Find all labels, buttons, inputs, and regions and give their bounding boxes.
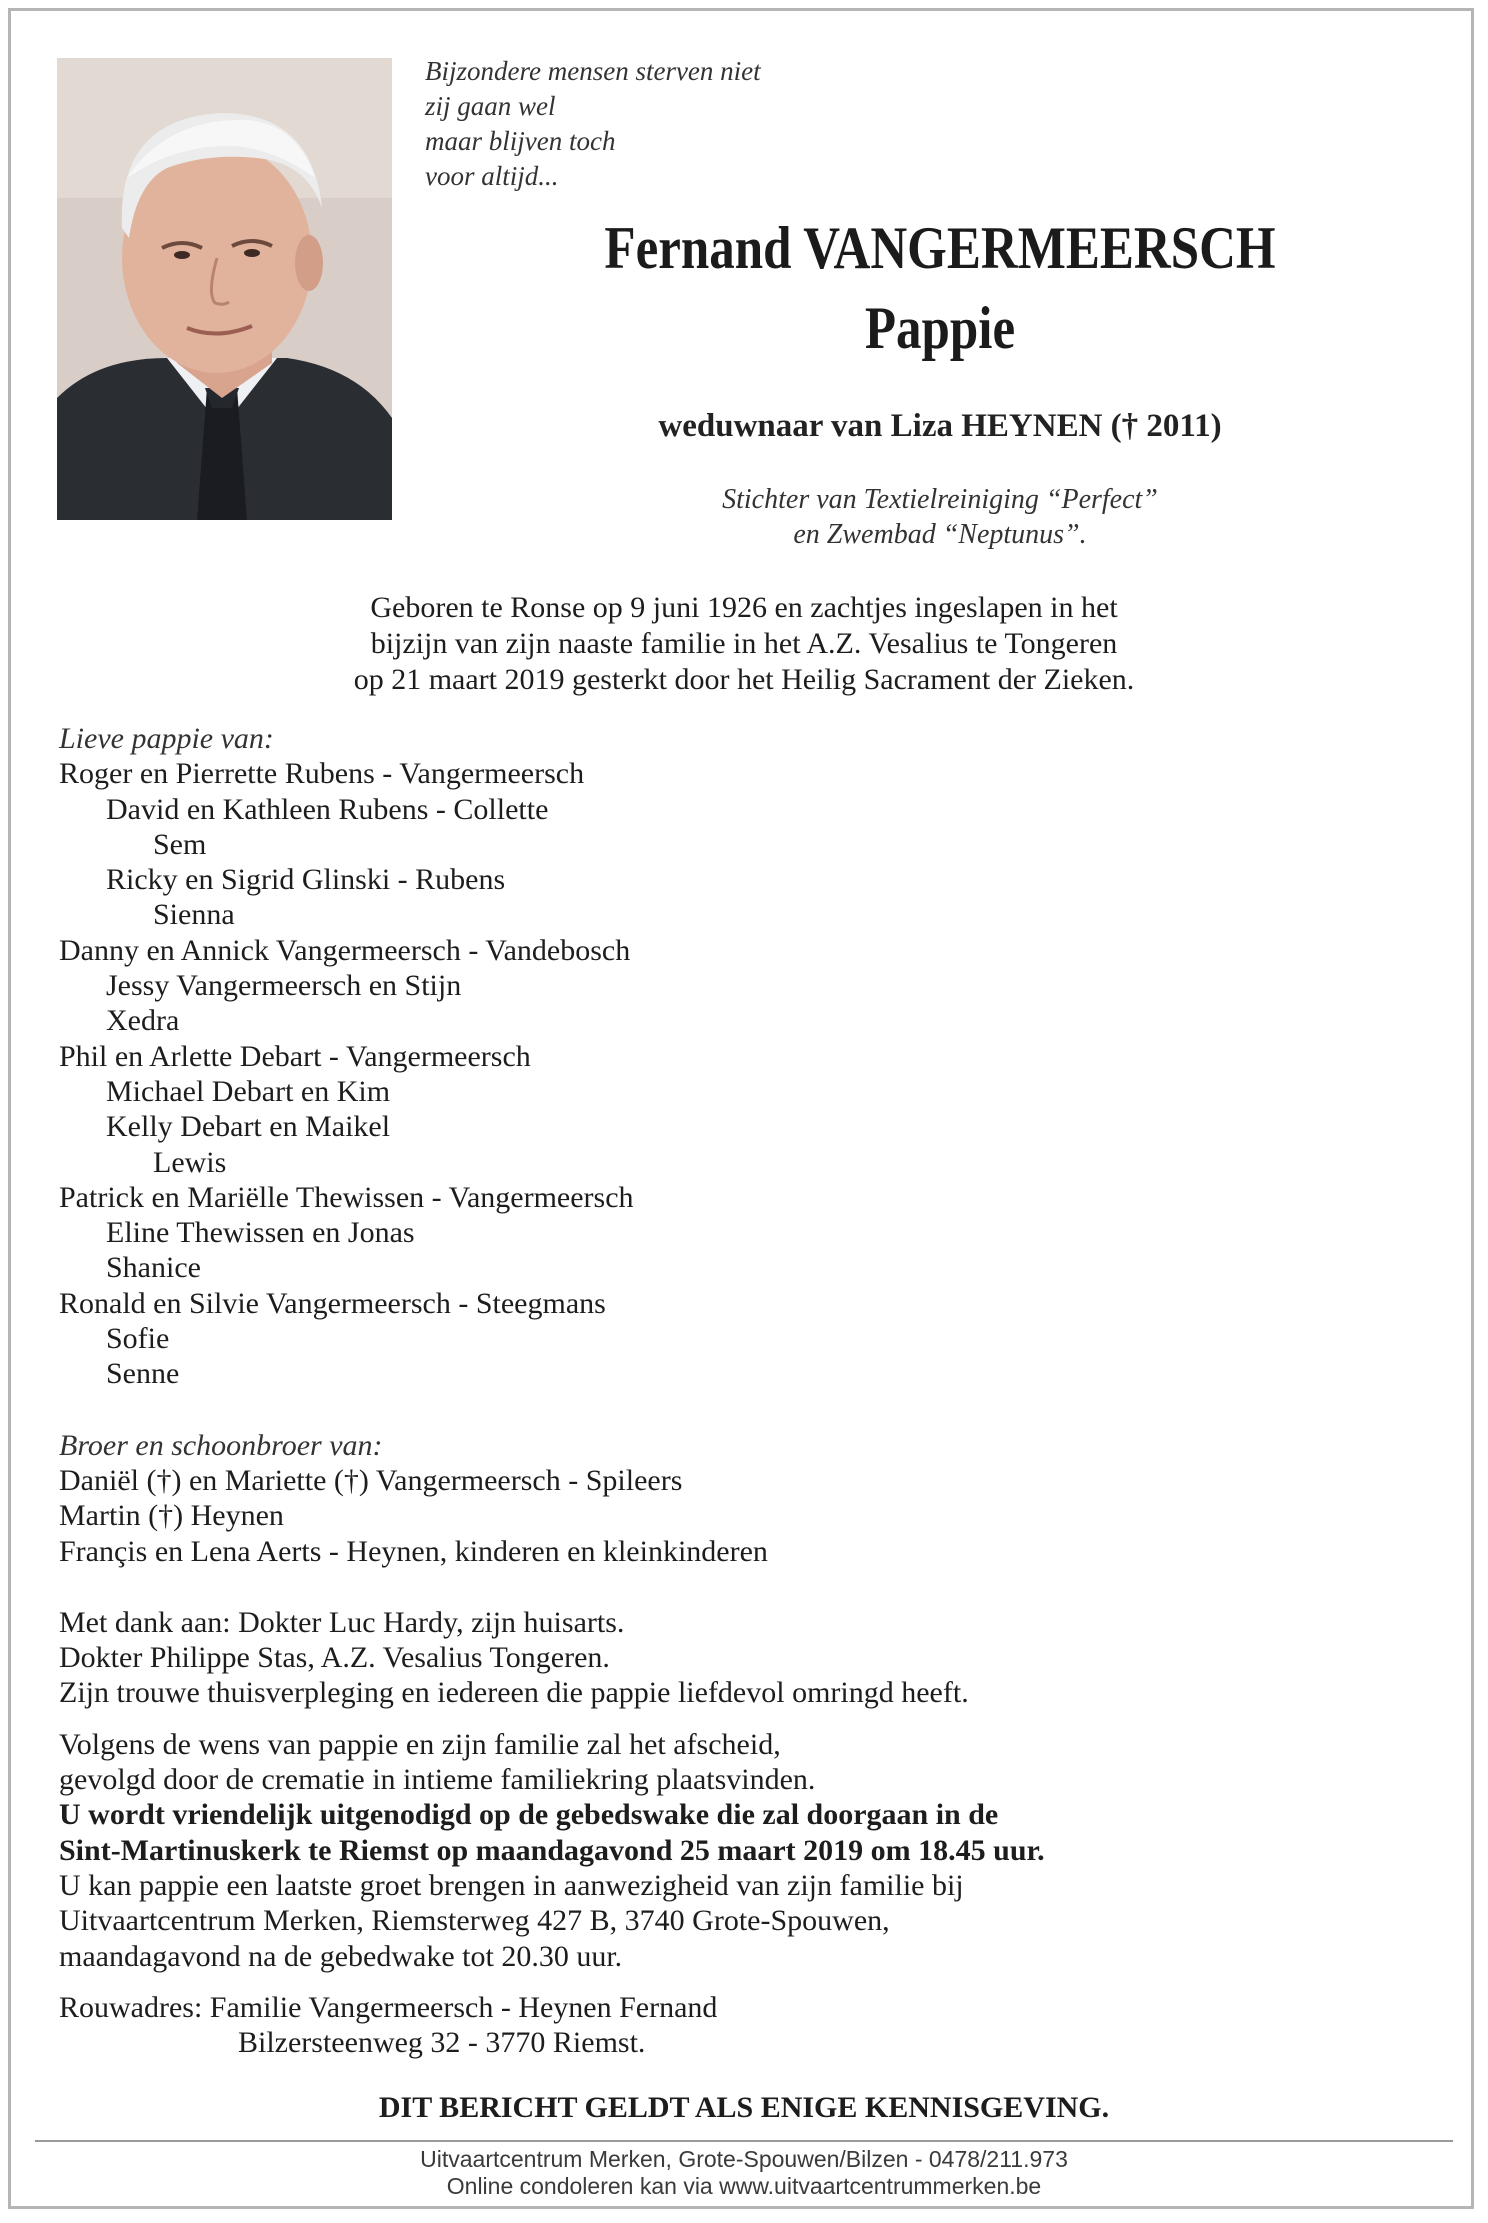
visit-line: Uitvaartcentrum Merken, Riemsterweg 427 B, 3740 Grote-Spouwen, [59, 1904, 890, 1938]
poem-line: voor altijd... [425, 161, 559, 191]
funeral-home-footer [35, 2146, 1453, 2200]
visit-line: maandagavond na de gebedwake tot 20.30 uur. [59, 1939, 623, 1973]
footer-line: Online condoleren kan via www.uitvaartcentrummerken.be [446, 2173, 1042, 2199]
born-line: bijzijn van zijn naaste familie in het A.Z. Vesalius te Tongeren [370, 627, 1118, 660]
founder-note [480, 482, 1400, 552]
footer-divider [35, 2140, 1453, 2142]
farewell-line: gevolgd door de crematie in intieme familiekring plaatsvinden. [59, 1763, 816, 1797]
family-member-line: Eline Thewissen en Jonas [106, 1216, 415, 1250]
family-member-line: Danny en Annick Vangermeersch - Vandebosch [59, 933, 631, 967]
poem-line: maar blijven toch [425, 126, 616, 156]
portrait-photo [57, 58, 392, 520]
spacer [59, 1711, 1439, 1727]
family-member-line: Sienna [153, 898, 235, 932]
family-member-line: Jessy Vangermeersch en Stijn [106, 969, 462, 1003]
spacer [59, 1569, 1439, 1605]
sibling-line: Françis en Lena Aerts - Heynen, kinderen en kleinkinderen [59, 1534, 768, 1568]
family-member-line: Patrick en Mariëlle Thewissen - Vangermeersch [59, 1180, 634, 1214]
siblings-heading: Broer en schoonbroer van: [59, 1428, 383, 1462]
thanks-line: Met dank aan: Dokter Luc Hardy, zijn huisarts. [59, 1605, 625, 1639]
vigil-line: Sint-Martinuskerk te Riemst op maandagavond 25 maart 2019 om 18.45 uur. [59, 1833, 1045, 1867]
family-member-line: Shanice [106, 1251, 201, 1285]
family-member-line: Senne [106, 1357, 180, 1391]
address-line: Rouwadres: Familie Vangermeersch - Heynen Fernand [59, 1990, 718, 2024]
address-line: Bilzersteenweg 32 - 3770 Riemst. [238, 2026, 646, 2060]
vigil-line: U wordt vriendelijk uitgenodigd op de gebedswake die zal doorgaan in de [59, 1798, 999, 1832]
birth-death-paragraph [60, 590, 1428, 698]
spacer [59, 1974, 1439, 1990]
family-member-line: Sofie [106, 1322, 170, 1356]
family-member-line: Ronald en Silvie Vangermeersch - Steegmans [59, 1286, 606, 1320]
thanks-line: Dokter Philippe Stas, A.Z. Vesalius Tongeren. [59, 1641, 610, 1675]
widower-line: weduwnaar van Liza HEYNEN († 2011) [658, 408, 1222, 444]
spacer [59, 1392, 1439, 1428]
portrait-illustration [57, 58, 392, 520]
deceased-nickname: Pappie [864, 295, 1016, 361]
family-member-line: Kelly Debart en Maikel [106, 1110, 391, 1144]
sibling-line: Martin (†) Heynen [59, 1499, 284, 1533]
family-member-line: Xedra [106, 1004, 180, 1038]
thanks-line: Zijn trouwe thuisverpleging en iedereen die pappie liefdevol omringd heeft. [59, 1676, 969, 1710]
children-heading: Lieve pappie van: [59, 722, 274, 755]
born-line: op 21 maart 2019 gesterkt door het Heilig Sacrament der Zieken. [353, 663, 1135, 696]
family-member-line: Ricky en Sigrid Glinski - Rubens [106, 863, 506, 897]
sibling-line: Daniël (†) en Mariette (†) Vangermeersch - Spileers [59, 1463, 683, 1497]
farewell-line: Volgens de wens van pappie en zijn familie zal het afscheid, [59, 1727, 781, 1761]
family-member-line: Phil en Arlette Debart - Vangermeersch [59, 1039, 531, 1073]
family-member-line: Sem [153, 827, 207, 861]
founder-line: Stichter van Textielreiniging “Perfect” [722, 484, 1158, 515]
founder-line: en Zwembad “Neptunus”. [793, 519, 1087, 550]
children-list [59, 756, 1439, 1391]
poem [425, 54, 761, 194]
family-member-line: Michael Debart en Kim [106, 1074, 391, 1108]
poem-line: Bijzondere mensen sterven niet [425, 56, 761, 86]
deceased-name: Fernand VANGERMEERSCH [604, 215, 1276, 281]
visit-line: U kan pappie een laatste groet brengen in aanwezigheid van zijn familie bij [59, 1868, 964, 1902]
poem-line: zij gaan wel [425, 91, 556, 121]
born-line: Geboren te Ronse op 9 juni 1926 en zachtjes ingeslapen in het [370, 591, 1118, 624]
family-member-line: Lewis [153, 1145, 227, 1179]
family-member-line: David en Kathleen Rubens - Collette [106, 792, 549, 826]
announcement-body [59, 721, 1439, 2060]
footer-line: Uitvaartcentrum Merken, Grote-Spouwen/Bilzen - 0478/211.973 [420, 2146, 1068, 2172]
notice-statement: DIT BERICHT GELDT ALS ENIGE KENNISGEVING. [378, 2091, 1110, 2124]
family-member-line: Roger en Pierrette Rubens - Vangermeersch [59, 757, 585, 791]
